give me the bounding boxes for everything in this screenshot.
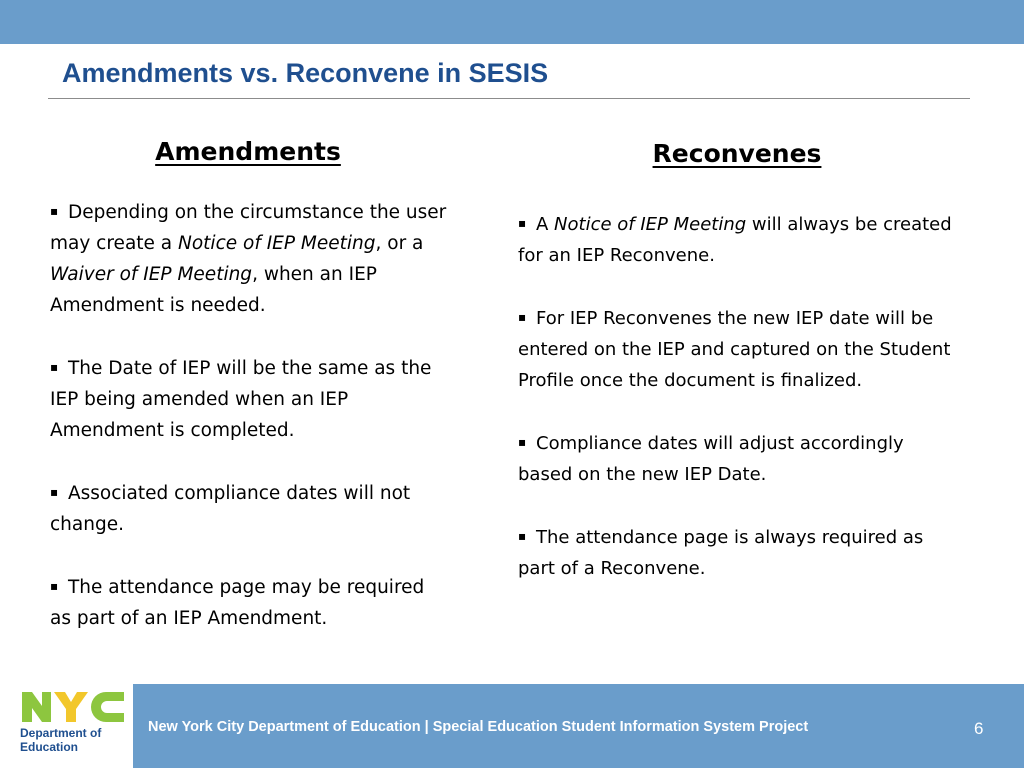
- bullet-text: , when an IEP Amendment is needed.: [50, 264, 377, 316]
- footer-separator: |: [420, 719, 433, 735]
- amendments-heading: Amendments: [155, 137, 341, 166]
- bullet-item: [518, 302, 963, 396]
- title-divider: [48, 98, 970, 99]
- bullet-item: [50, 477, 450, 540]
- bullet-item: [50, 196, 450, 321]
- bullet-text: The Date of IEP will be the same as the IEP being amended when an IEP Amendment is completed.: [50, 358, 432, 441]
- bullet-text: For IEP Reconvenes the new IEP date will be entered on the IEP and captured on the Student Profile once the document is finalized.: [518, 308, 951, 391]
- bullet-square-icon: ▪: [518, 310, 527, 324]
- amendments-list: [50, 196, 450, 665]
- bullet-text: The attendance page may be required as part of an IEP Amendment.: [50, 577, 425, 629]
- reconvenes-heading: Reconvenes: [652, 139, 822, 168]
- bullet-item: [518, 427, 963, 490]
- bullet-emphasis: Waiver of IEP Meeting: [50, 264, 253, 285]
- bullet-square-icon: ▪: [50, 579, 59, 593]
- bullet-item: [50, 352, 450, 446]
- top-band: [0, 0, 1024, 44]
- bullet-text: , or a: [375, 233, 424, 254]
- bullet-square-icon: ▪: [518, 529, 527, 543]
- footer: [0, 684, 1024, 768]
- bullet-square-icon: ▪: [50, 204, 59, 218]
- footer-project: Special Education Student Information System Project: [432, 719, 809, 735]
- bullet-square-icon: ▪: [518, 216, 527, 230]
- bullet-item: [518, 521, 963, 584]
- logo-letters: [22, 692, 124, 722]
- bullet-item: [518, 208, 963, 271]
- bullet-text: The attendance page is always required as part of a Reconvene.: [518, 527, 924, 579]
- slide-title: Amendments vs. Reconvene in SESIS: [62, 58, 549, 88]
- reconvenes-list: [518, 208, 963, 615]
- bullet-emphasis: Notice of IEP Meeting: [178, 233, 376, 254]
- footer-org: New York City Department of Education: [148, 719, 421, 735]
- bullet-text: Depending on the circumstance the user may create a: [50, 202, 447, 254]
- bullet-item: [50, 571, 450, 634]
- bullet-emphasis: Notice of IEP Meeting: [554, 214, 747, 235]
- bullet-text: A: [536, 214, 555, 235]
- bullet-text: Associated compliance dates will not change.: [50, 483, 411, 535]
- bullet-square-icon: ▪: [50, 360, 59, 374]
- page-number: 6: [974, 719, 984, 738]
- bullet-square-icon: ▪: [518, 435, 527, 449]
- bullet-text: Compliance dates will adjust accordingly based on the new IEP Date.: [518, 433, 904, 485]
- bullet-square-icon: ▪: [50, 485, 59, 499]
- logo-subtitle: Department of Education: [20, 726, 102, 754]
- footer-text: [148, 719, 808, 735]
- bullet-text: will always be created for an IEP Reconvene.: [518, 214, 952, 266]
